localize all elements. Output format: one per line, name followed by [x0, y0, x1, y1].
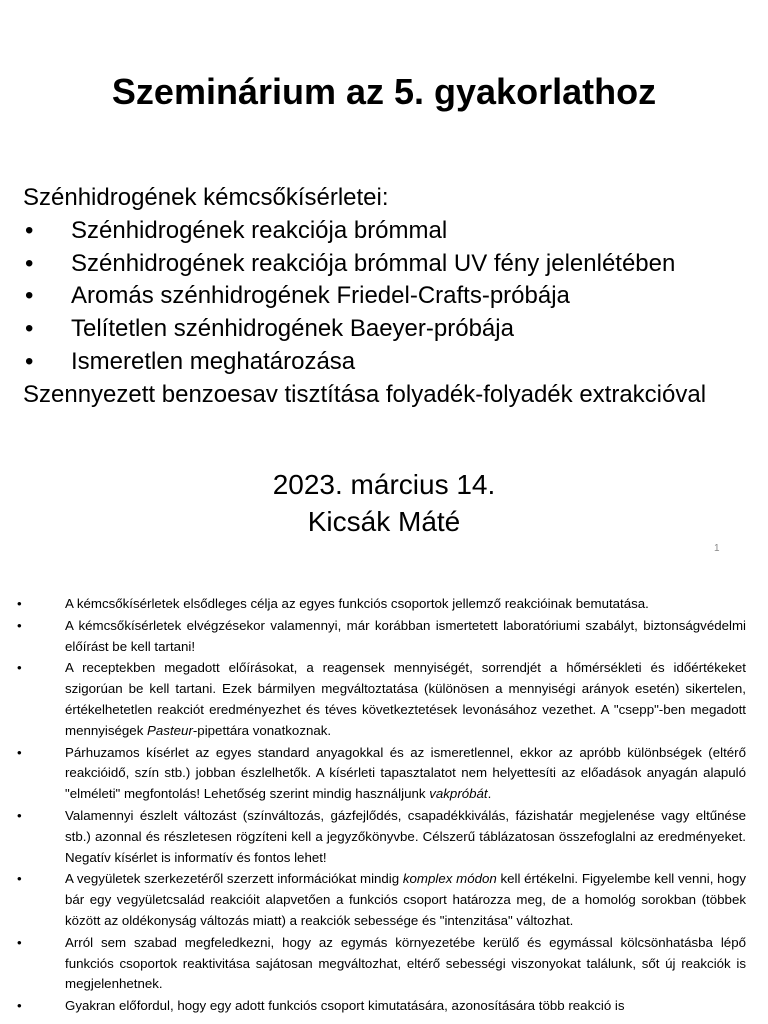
bullet-icon: •: [25, 347, 34, 375]
topic-outro: Szennyezett benzoesav tisztítása folyadék-folyadék extrakcióval: [23, 380, 707, 408]
bullet-icon: •: [25, 249, 34, 277]
note-item: [0, 806, 768, 868]
note-text: -pipettára vonatkoznak.: [192, 722, 332, 738]
topic-list: [23, 182, 706, 412]
bullet-icon: •: [17, 871, 22, 887]
slide-title: Szeminárium az 5. gyakorlathoz: [111, 71, 657, 112]
note-item: [0, 996, 768, 1017]
slide-number: 1: [714, 543, 720, 554]
bullet-icon: •: [17, 744, 22, 760]
date-author-block: [0, 466, 768, 540]
bullet-icon: •: [17, 596, 22, 611]
note-item: [0, 743, 768, 805]
topic-item-label: Aromás szénhidrogének Friedel-Crafts-próbája: [71, 282, 570, 310]
note-text: A kémcsőkísérletek elsődleges célja az egyes funkciós csoportok jellemző reakcióinak bemutatása.: [65, 596, 649, 611]
topic-item: [23, 280, 706, 313]
note-item: [0, 869, 768, 931]
bullet-icon: •: [17, 807, 22, 823]
note-text: Gyakran előfordul, hogy egy adott funkciós csoport kimutatására, azonosítására több reakció is: [65, 998, 625, 1014]
topic-item-label: Szénhidrogének reakciója brómmal: [71, 216, 448, 244]
speaker-notes: [0, 594, 768, 1017]
note-text: A vegyületek szerkezetéről szerzett információkat mindig: [65, 871, 403, 887]
note-emphasis: vakpróbát: [429, 786, 488, 802]
topic-item: [23, 346, 706, 379]
bullet-icon: •: [17, 934, 22, 950]
topic-item: [23, 215, 706, 248]
note-text: kell értékelni. Figyelembe kell venni, hogy bár egy vegyületcsalád reakcióit alapvetően a funkciós csoport határozza meg, de a homológ sorokban (többek között az oldékonyság változás miatt) a reakciók sebessége és "intenzitása" változhat.: [65, 871, 746, 928]
note-text: A kémcsőkísérletek elvégzésekor valamennyi, már korábban ismertetett laboratóriumi szabályt, biztonságvédelmi előírást be kell tartani!: [65, 617, 746, 654]
bullet-icon: •: [17, 617, 22, 633]
note-text: A receptekben megadott előírásokat, a reagensek mennyiségét, sorrendjét a hőmérsékleti és időértékeket szigorúan be kell tartani. Ezek bármilyen megváltoztatása (különösen a mennyiségi arányok esetén) sikertelen, értékelhetetlen reakciót eredményezhet és téves következtetések levonásához vezethet. A "csepp"-ben megadott mennyiségek: [65, 660, 746, 738]
topic-item: [23, 313, 706, 346]
note-item: [0, 658, 768, 741]
bullet-icon: •: [17, 660, 22, 676]
bullet-icon: •: [25, 216, 34, 244]
topic-intro: Szénhidrogének kémcsőkísérletei:: [23, 184, 389, 211]
note-emphasis: Pasteur: [147, 722, 193, 738]
note-text: .: [487, 786, 492, 802]
bullet-icon: •: [17, 998, 22, 1014]
note-item: [0, 933, 768, 995]
topic-item: [23, 248, 706, 281]
note-emphasis: komplex módon: [402, 871, 497, 887]
note-item: [0, 594, 768, 615]
presenter-name: Kicsák Máté: [307, 506, 461, 537]
bullet-icon: •: [25, 315, 34, 343]
note-text: Valamennyi észlelt változást (színváltozás, gázfejlődés, csapadékkiválás, fázishatár megjelenése vagy eltűnése stb.) azonnal és részletesen rögzíteni kell a jegyzőkönyvbe. Célszerű táblázatosan összefoglalni az eredményeket. Negatív kísérlet is informatív és fontos lehet!: [65, 807, 746, 865]
topic-item-label: Ismeretlen meghatározása: [71, 347, 356, 375]
note-text: Arról sem szabad megfeledkezni, hogy az egymás környezetébe kerülő és egymással kölcsönhatásba lépő funkciós csoportok reaktivitása sajátosan megváltozhat, eltérő sebességi viszonyokat találunk, sőt új reakciók is megjelenhetnek.: [65, 934, 746, 992]
note-item: [0, 616, 768, 658]
topic-item-label: Telítetlen szénhidrogének Baeyer-próbája: [71, 315, 514, 343]
presentation-date: 2023. március 14.: [272, 469, 496, 500]
note-text: Párhuzamos kísérlet az egyes standard anyagokkal és az ismeretlennel, ekkor az apróbb különbségek (eltérő reakcióidő, szín stb.) jobban észlelhetők. A kísérleti tapasztalatot nem helyettesíti az előadások anyagán alapuló "elméleti" megfontolás! Lehetőség szerint mindig használjunk: [65, 744, 746, 802]
topic-item-label: Szénhidrogének reakciója brómmal UV fény jelenlétében: [71, 249, 676, 277]
bullet-icon: •: [25, 282, 34, 310]
